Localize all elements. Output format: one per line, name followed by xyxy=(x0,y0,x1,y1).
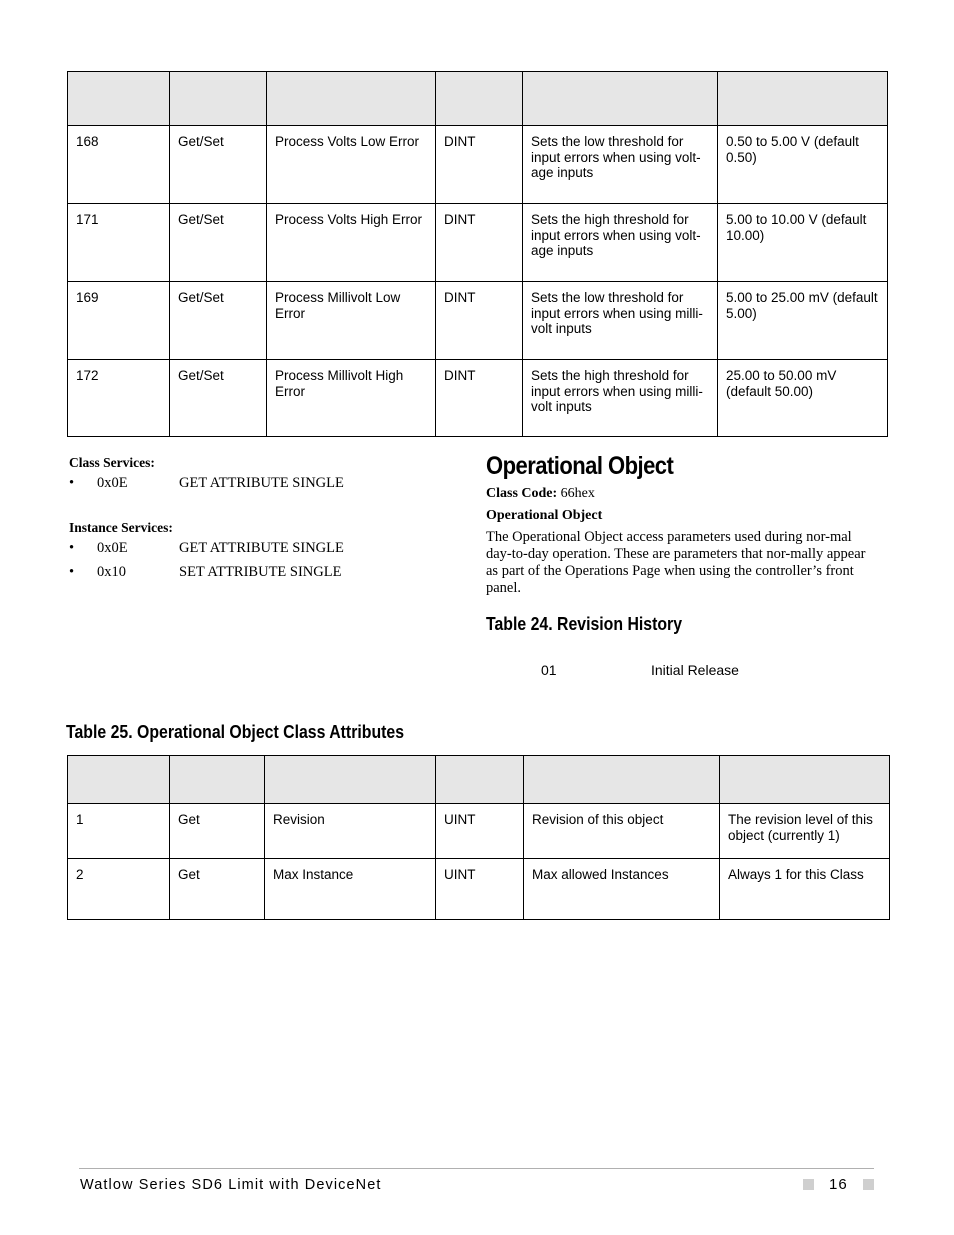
section-title: Operational Object xyxy=(486,452,674,480)
access-rule: Get xyxy=(170,859,265,920)
attribute-id: 171 xyxy=(68,204,170,282)
table-header-row xyxy=(68,756,890,804)
class-attributes-table xyxy=(67,755,890,920)
table-25-caption: Table 25. Operational Object Class Attributes xyxy=(66,722,405,742)
access-rule: Get xyxy=(170,804,265,859)
page-number: 16 xyxy=(829,1176,848,1193)
attribute-name: Process Volts Low Error xyxy=(267,126,436,204)
data-type: UINT xyxy=(436,804,524,859)
class-code-label: Class Code: xyxy=(486,486,558,501)
bullet: • xyxy=(69,564,75,580)
attribute-table-continued xyxy=(67,71,888,437)
bullet: • xyxy=(69,475,75,491)
description-paragraph: The Operational Object access parameters used during nor-mal day-to-day operation. These are parameters that nor-mally appear as part of the Operations Page when using the controller’s front panel. xyxy=(486,529,866,596)
header-cell xyxy=(720,756,890,804)
table-24-caption: Table 24. Revision History xyxy=(486,614,683,634)
attribute-range: 5.00 to 25.00 mV (default 5.00) xyxy=(718,282,888,360)
header-cell xyxy=(68,72,170,126)
header-cell xyxy=(718,72,888,126)
list-item xyxy=(69,563,449,587)
attribute-name: Process Volts High Error xyxy=(267,204,436,282)
attribute-range: 0.50 to 5.00 V (default 0.50) xyxy=(718,126,888,204)
attribute-range: 5.00 to 10.00 V (default 10.00) xyxy=(718,204,888,282)
service-code: 0x0E xyxy=(97,475,128,491)
footer-title: Watlow Series SD6 Limit with DeviceNet xyxy=(80,1177,382,1193)
data-type: DINT xyxy=(436,282,523,360)
class-code xyxy=(486,484,878,504)
data-type: DINT xyxy=(436,360,523,437)
header-cell xyxy=(524,756,720,804)
footer-divider xyxy=(79,1168,874,1169)
class-code-value: 66hex xyxy=(557,486,595,501)
service-code: 0x0E xyxy=(97,540,128,556)
table-row xyxy=(68,126,888,204)
attribute-value: Always 1 for this Class xyxy=(720,859,890,920)
table-row xyxy=(68,859,890,920)
attribute-description: Max allowed Instances xyxy=(524,859,720,920)
attribute-id: 172 xyxy=(68,360,170,437)
access-rule: Get/Set xyxy=(170,204,267,282)
attribute-description: Sets the high threshold for input errors when using milli-volt inputs xyxy=(523,360,718,437)
attribute-description: Sets the low threshold for input errors when using milli-volt inputs xyxy=(523,282,718,360)
table-header-row xyxy=(68,72,888,126)
header-cell xyxy=(68,756,170,804)
access-rule: Get/Set xyxy=(170,282,267,360)
data-type: DINT xyxy=(436,204,523,282)
instance-services-heading: Instance Services: xyxy=(69,520,173,535)
attribute-id: 168 xyxy=(68,126,170,204)
attribute-description: Revision of this object xyxy=(524,804,720,859)
access-rule: Get/Set xyxy=(170,126,267,204)
bullet: • xyxy=(69,540,75,556)
subheading: Operational Object xyxy=(486,508,603,523)
data-type: DINT xyxy=(436,126,523,204)
services-section xyxy=(69,454,449,587)
table-row xyxy=(68,204,888,282)
table-row xyxy=(68,804,890,859)
access-rule: Get/Set xyxy=(170,360,267,437)
attribute-range: 25.00 to 50.00 mV (default 50.00) xyxy=(718,360,888,437)
attribute-name: Max Instance xyxy=(265,859,436,920)
attribute-description: Sets the low threshold for input errors when using volt-age inputs xyxy=(523,126,718,204)
revision-description: Initial Release xyxy=(651,662,739,678)
attribute-id: 1 xyxy=(68,804,170,859)
table-row xyxy=(68,360,888,437)
header-cell xyxy=(170,72,267,126)
service-code: 0x10 xyxy=(97,564,126,580)
service-label: SET ATTRIBUTE SINGLE xyxy=(179,564,342,580)
header-cell xyxy=(436,72,523,126)
header-cell xyxy=(170,756,265,804)
attribute-id: 169 xyxy=(68,282,170,360)
header-cell xyxy=(523,72,718,126)
header-cell xyxy=(265,756,436,804)
class-services-heading: Class Services: xyxy=(69,455,155,470)
list-item xyxy=(69,474,449,498)
service-label: GET ATTRIBUTE SINGLE xyxy=(179,540,344,556)
service-label: GET ATTRIBUTE SINGLE xyxy=(179,475,344,491)
revision-number: 01 xyxy=(541,662,557,678)
attribute-name: Revision xyxy=(265,804,436,859)
attribute-value: The revision level of this object (currently 1) xyxy=(720,804,890,859)
attribute-name: Process Millivolt Low Error xyxy=(267,282,436,360)
attribute-name: Process Millivolt High Error xyxy=(267,360,436,437)
table-row xyxy=(68,282,888,360)
attribute-id: 2 xyxy=(68,859,170,920)
page-number-block xyxy=(803,1176,874,1193)
header-cell xyxy=(267,72,436,126)
data-type: UINT xyxy=(436,859,524,920)
header-cell xyxy=(436,756,524,804)
square-icon xyxy=(803,1179,814,1190)
attribute-description: Sets the high threshold for input errors when using volt-age inputs xyxy=(523,204,718,282)
list-item xyxy=(69,539,449,563)
square-icon xyxy=(863,1179,874,1190)
operational-object-section xyxy=(486,450,878,597)
